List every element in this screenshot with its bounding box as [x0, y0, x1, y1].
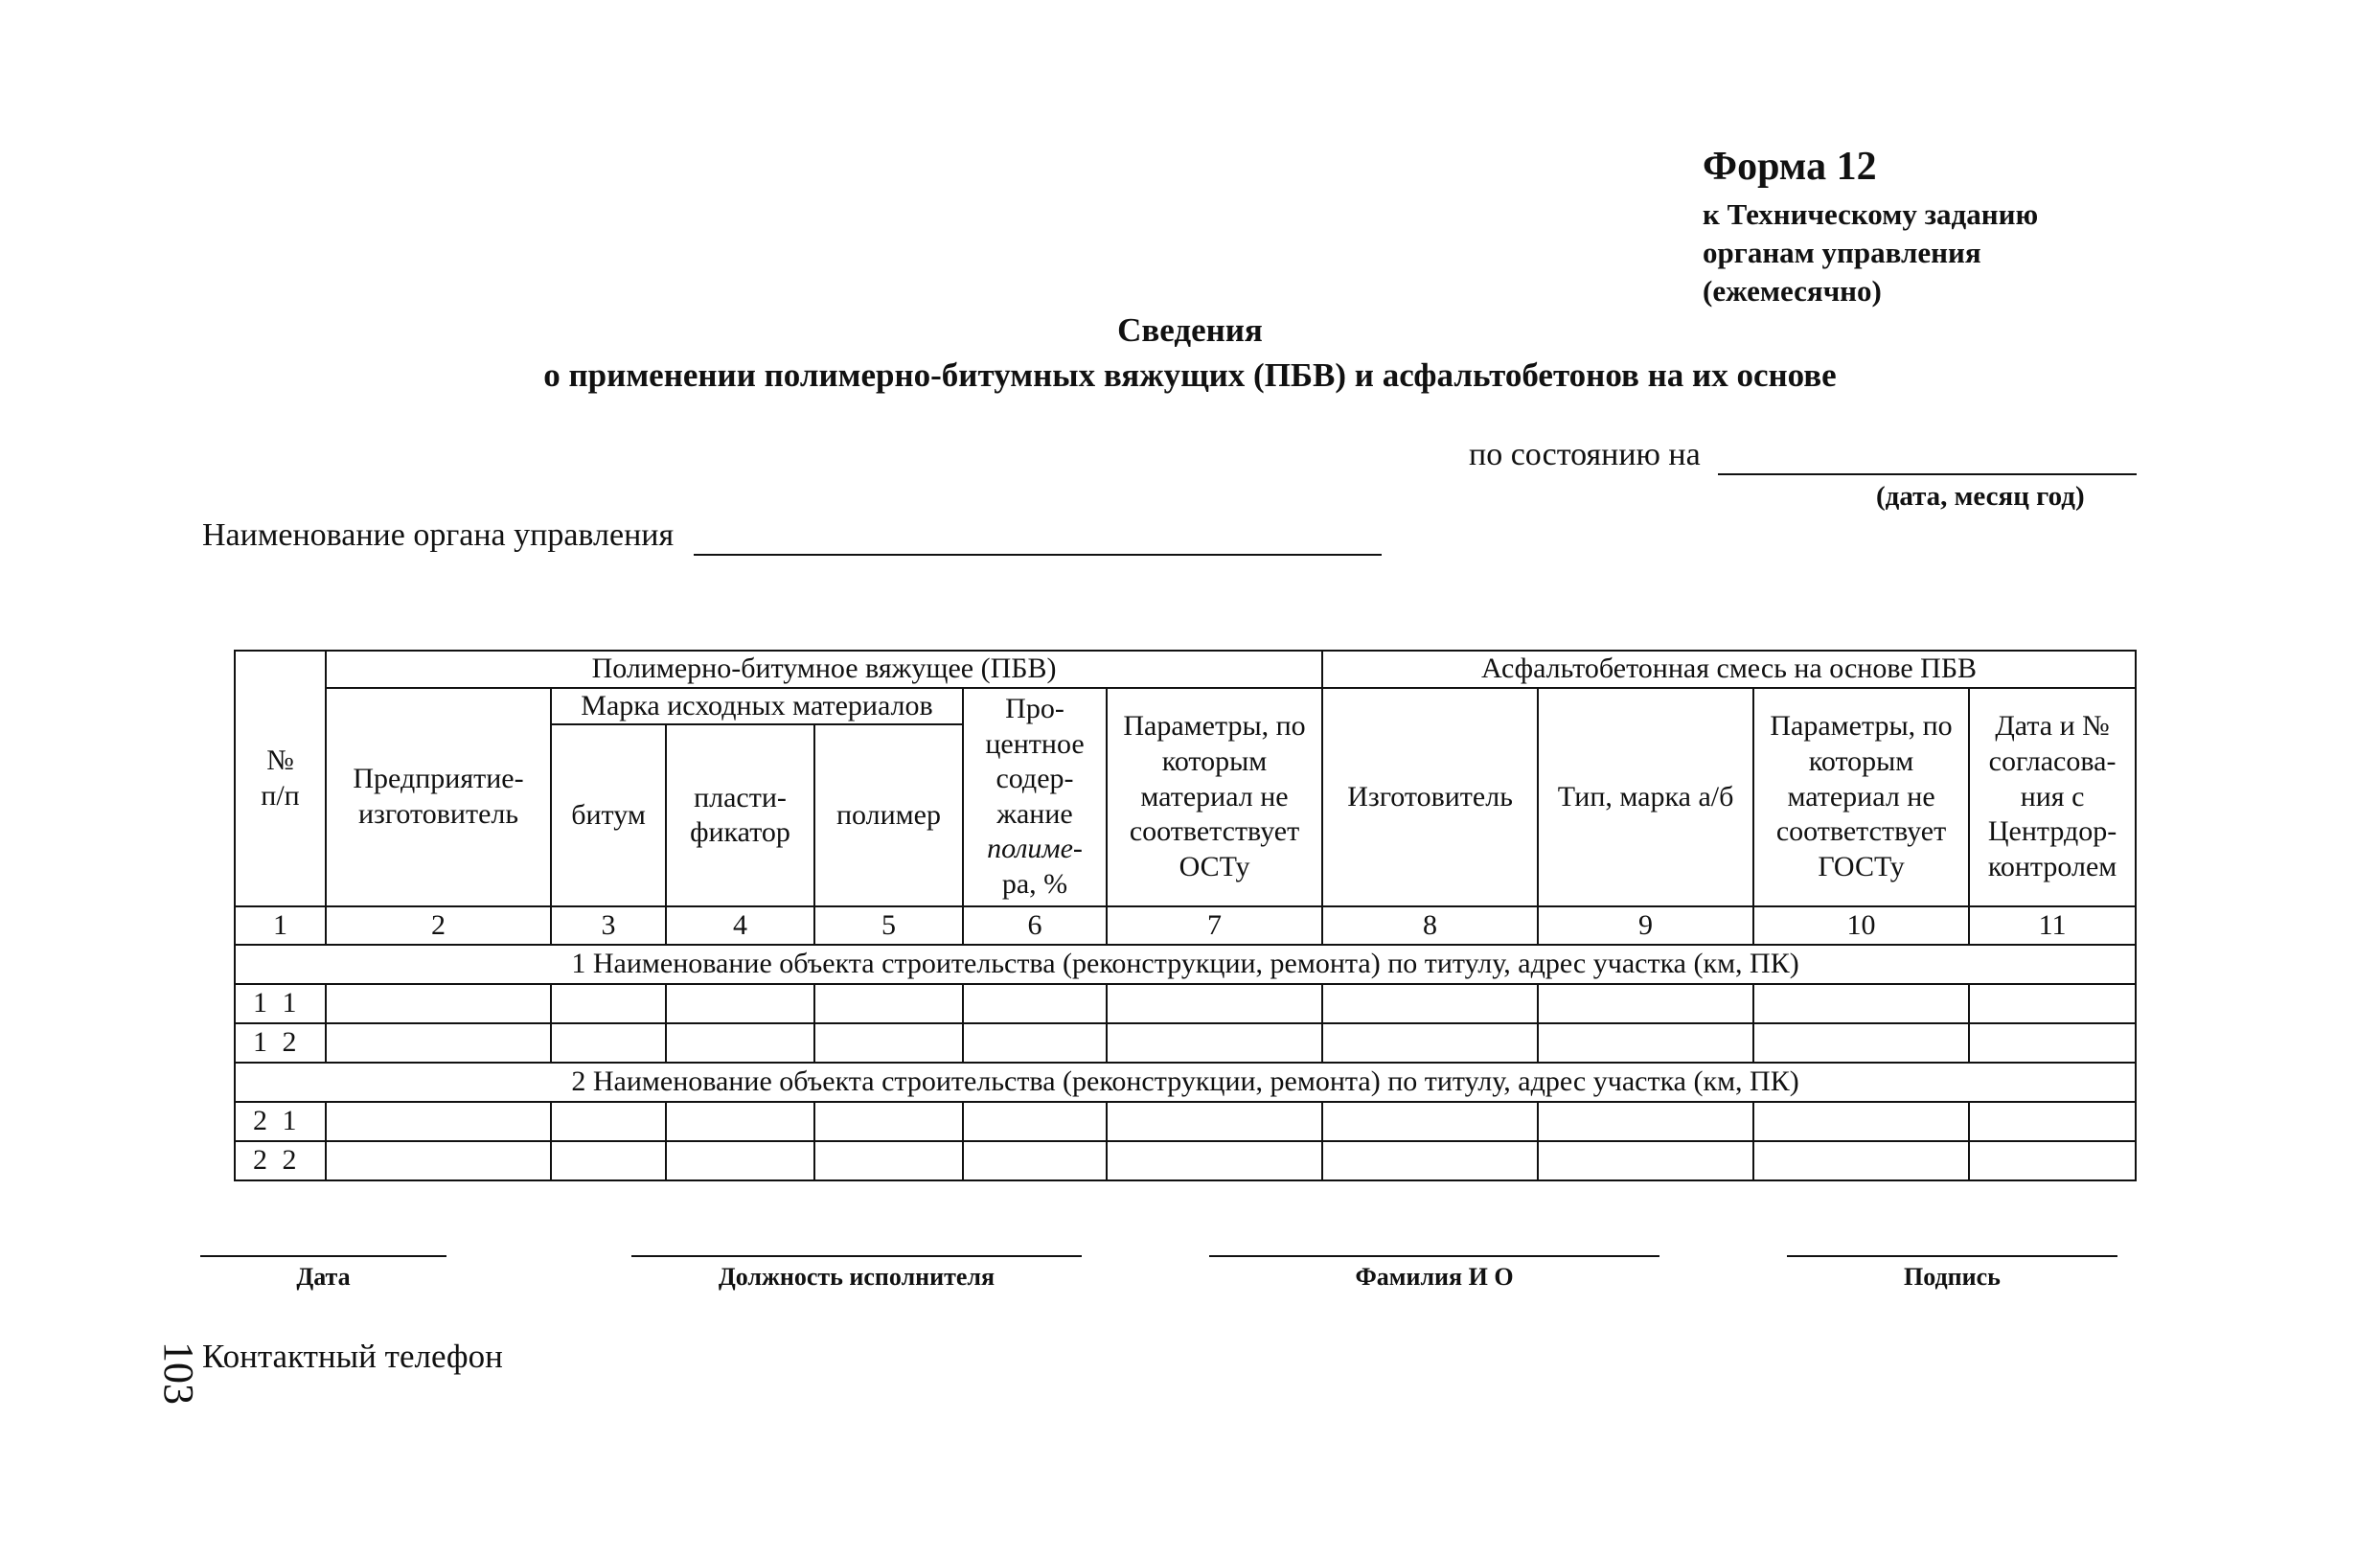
table-cell[interactable]	[1107, 1141, 1322, 1180]
table-cell[interactable]	[326, 1023, 551, 1063]
header-percent	[963, 688, 1107, 907]
position-caption: Должность исполнителя	[718, 1263, 995, 1291]
table-cell[interactable]	[666, 1023, 814, 1063]
table-cell[interactable]	[1753, 1141, 1969, 1180]
date-caption: Дата	[296, 1263, 351, 1291]
table-cell[interactable]	[326, 1141, 551, 1180]
table-cell[interactable]	[963, 1141, 1107, 1180]
table-cell[interactable]	[1969, 1023, 2136, 1063]
table-cell[interactable]	[1753, 984, 1969, 1023]
table-cell[interactable]	[1538, 984, 1753, 1023]
table-cell[interactable]	[666, 984, 814, 1023]
section-2-title: 2 Наименование объекта строительства (реконструкции, ремонта) по титулу, адрес участка (км, ПК)	[235, 1063, 2136, 1102]
table-cell[interactable]	[963, 984, 1107, 1023]
table-cell[interactable]	[1753, 1023, 1969, 1063]
state-date-blank	[1718, 437, 2137, 475]
state-date-label: по состоянию на	[1469, 437, 1701, 472]
header-date-line-2: согласова-	[1988, 745, 2117, 777]
document-title: Сведения	[1117, 311, 1263, 349]
row-label: 1 1	[235, 984, 326, 1023]
col-number: 7	[1107, 906, 1322, 945]
col-number: 9	[1538, 906, 1753, 945]
table-cell[interactable]	[814, 1023, 963, 1063]
table-cell[interactable]	[1107, 1102, 1322, 1141]
header-asphalt: Асфальтобетонная смесь на основе ПБВ	[1322, 651, 2136, 688]
table-cell[interactable]	[551, 984, 666, 1023]
col-number: 10	[1753, 906, 1969, 945]
table-cell[interactable]	[814, 1102, 963, 1141]
header-polymer: полимер	[814, 724, 963, 906]
header-params-ost-line-1: Параметры, по	[1123, 710, 1306, 743]
header-params-gost-line-4: соответствует	[1775, 815, 1947, 848]
header-bitumen: битум	[551, 724, 666, 906]
row-label: 2 1	[235, 1102, 326, 1141]
table-cell[interactable]	[814, 984, 963, 1023]
table-cell[interactable]	[666, 1141, 814, 1180]
header-num-line-1: №	[266, 744, 294, 776]
table-cell[interactable]	[326, 984, 551, 1023]
header-num-line-2: п/п	[261, 779, 300, 812]
row-label: 1 2	[235, 1023, 326, 1063]
org-name-label: Наименование органа управления	[202, 517, 675, 553]
form-subtitle-line-2: органам управления	[1703, 236, 1981, 269]
col-number: 6	[963, 906, 1107, 945]
header-marks: Марка исходных материалов	[551, 688, 963, 725]
header-params-gost-line-1: Параметры, по	[1770, 710, 1953, 743]
header-maker-line-2: изготовитель	[357, 797, 519, 830]
col-number: 2	[326, 906, 551, 945]
header-plast-line-2: фикатор	[690, 816, 790, 849]
document-subtitle: о применении полимерно-битумных вяжущих (ПБВ) и асфальтобетонов на их основе	[543, 356, 1837, 394]
row-label: 2 2	[235, 1141, 326, 1180]
contact-phone-label: Контактный телефон	[202, 1338, 503, 1375]
table-cell[interactable]	[1753, 1102, 1969, 1141]
header-date-line-4: Центрдор-	[1987, 815, 2117, 848]
header-percent-line-2: центное	[985, 727, 1085, 760]
col-number: 3	[551, 906, 666, 945]
header-params-ost-line-3: материал не	[1140, 780, 1289, 813]
org-name-line	[202, 517, 1382, 556]
header-percent-line-6: ра, %	[1001, 868, 1068, 901]
header-percent-line-3: содер-	[995, 763, 1074, 795]
table-cell[interactable]	[551, 1141, 666, 1180]
pbv-report-table	[234, 650, 2137, 1181]
table-cell[interactable]	[1322, 1023, 1538, 1063]
page-number: 103	[155, 1341, 202, 1405]
sign-caption: Подпись	[1904, 1263, 2001, 1291]
table-cell[interactable]	[551, 1023, 666, 1063]
col-number: 5	[814, 906, 963, 945]
form-number: Форма 12	[1703, 145, 1877, 189]
header-date-line-1: Дата и №	[1995, 710, 2110, 743]
header-params-ost	[1107, 688, 1322, 907]
form-subtitle-line-1: к Техническому заданию	[1703, 197, 2039, 231]
table-cell[interactable]	[814, 1141, 963, 1180]
col-number: 1	[235, 906, 326, 945]
header-producer: Изготовитель	[1322, 688, 1538, 907]
table-cell[interactable]	[551, 1102, 666, 1141]
header-date	[1969, 688, 2136, 907]
state-date-hint: (дата, месяц год)	[1876, 481, 2085, 512]
sign-signature-line	[1787, 1255, 2117, 1257]
table-cell[interactable]	[963, 1102, 1107, 1141]
table-cell[interactable]	[1538, 1102, 1753, 1141]
table-cell[interactable]	[1322, 1141, 1538, 1180]
form-subtitle-line-3: (ежемесячно)	[1703, 274, 1882, 308]
table-cell[interactable]	[963, 1023, 1107, 1063]
col-number: 8	[1322, 906, 1538, 945]
header-params-ost-line-5: ОСТу	[1179, 850, 1250, 882]
header-plast-line-1: пласти-	[694, 781, 787, 813]
table-cell[interactable]	[1322, 1102, 1538, 1141]
table-cell[interactable]	[1538, 1023, 1753, 1063]
header-pbv: Полимерно-битумное вяжущее (ПБВ)	[326, 651, 1322, 688]
state-date-line	[1469, 437, 2137, 475]
name-signature-line	[1209, 1255, 1659, 1257]
table-cell[interactable]	[1969, 1102, 2136, 1141]
table-cell[interactable]	[1969, 1141, 2136, 1180]
col-number: 4	[666, 906, 814, 945]
col-number: 11	[1969, 906, 2136, 945]
header-params-gost	[1753, 688, 1969, 907]
header-percent-line-1: Про-	[1005, 693, 1064, 725]
table-cell[interactable]	[1538, 1141, 1753, 1180]
header-plasticizer	[666, 724, 814, 906]
header-percent-line-4: жание	[996, 797, 1073, 830]
header-type: Тип, марка а/б	[1538, 688, 1753, 907]
section-1-title: 1 Наименование объекта строительства (реконструкции, ремонта) по титулу, адрес участка (км, ПК)	[235, 945, 2136, 984]
table-cell[interactable]	[1969, 984, 2136, 1023]
header-date-line-3: ния с	[2020, 780, 2085, 813]
table-cell[interactable]	[1322, 984, 1538, 1023]
header-params-ost-line-2: которым	[1161, 745, 1268, 777]
header-date-line-5: контролем	[1987, 850, 2117, 882]
header-num-cell	[235, 651, 326, 906]
name-caption: Фамилия И О	[1355, 1263, 1514, 1291]
table-cell[interactable]	[1107, 984, 1322, 1023]
header-params-gost-line-5: ГОСТу	[1818, 850, 1905, 882]
header-params-ost-line-4: соответствует	[1129, 815, 1300, 848]
org-name-blank	[694, 517, 1382, 556]
table-cell[interactable]	[666, 1102, 814, 1141]
header-maker	[326, 688, 551, 907]
header-percent-line-5: полиме-	[987, 833, 1083, 865]
header-maker-line-1: Предприятие-	[353, 763, 524, 795]
table-cell[interactable]	[326, 1102, 551, 1141]
header-params-gost-line-3: материал не	[1787, 780, 1935, 813]
date-signature-line	[200, 1255, 446, 1257]
table-cell[interactable]	[1107, 1023, 1322, 1063]
position-signature-line	[631, 1255, 1082, 1257]
header-params-gost-line-2: которым	[1808, 745, 1914, 777]
